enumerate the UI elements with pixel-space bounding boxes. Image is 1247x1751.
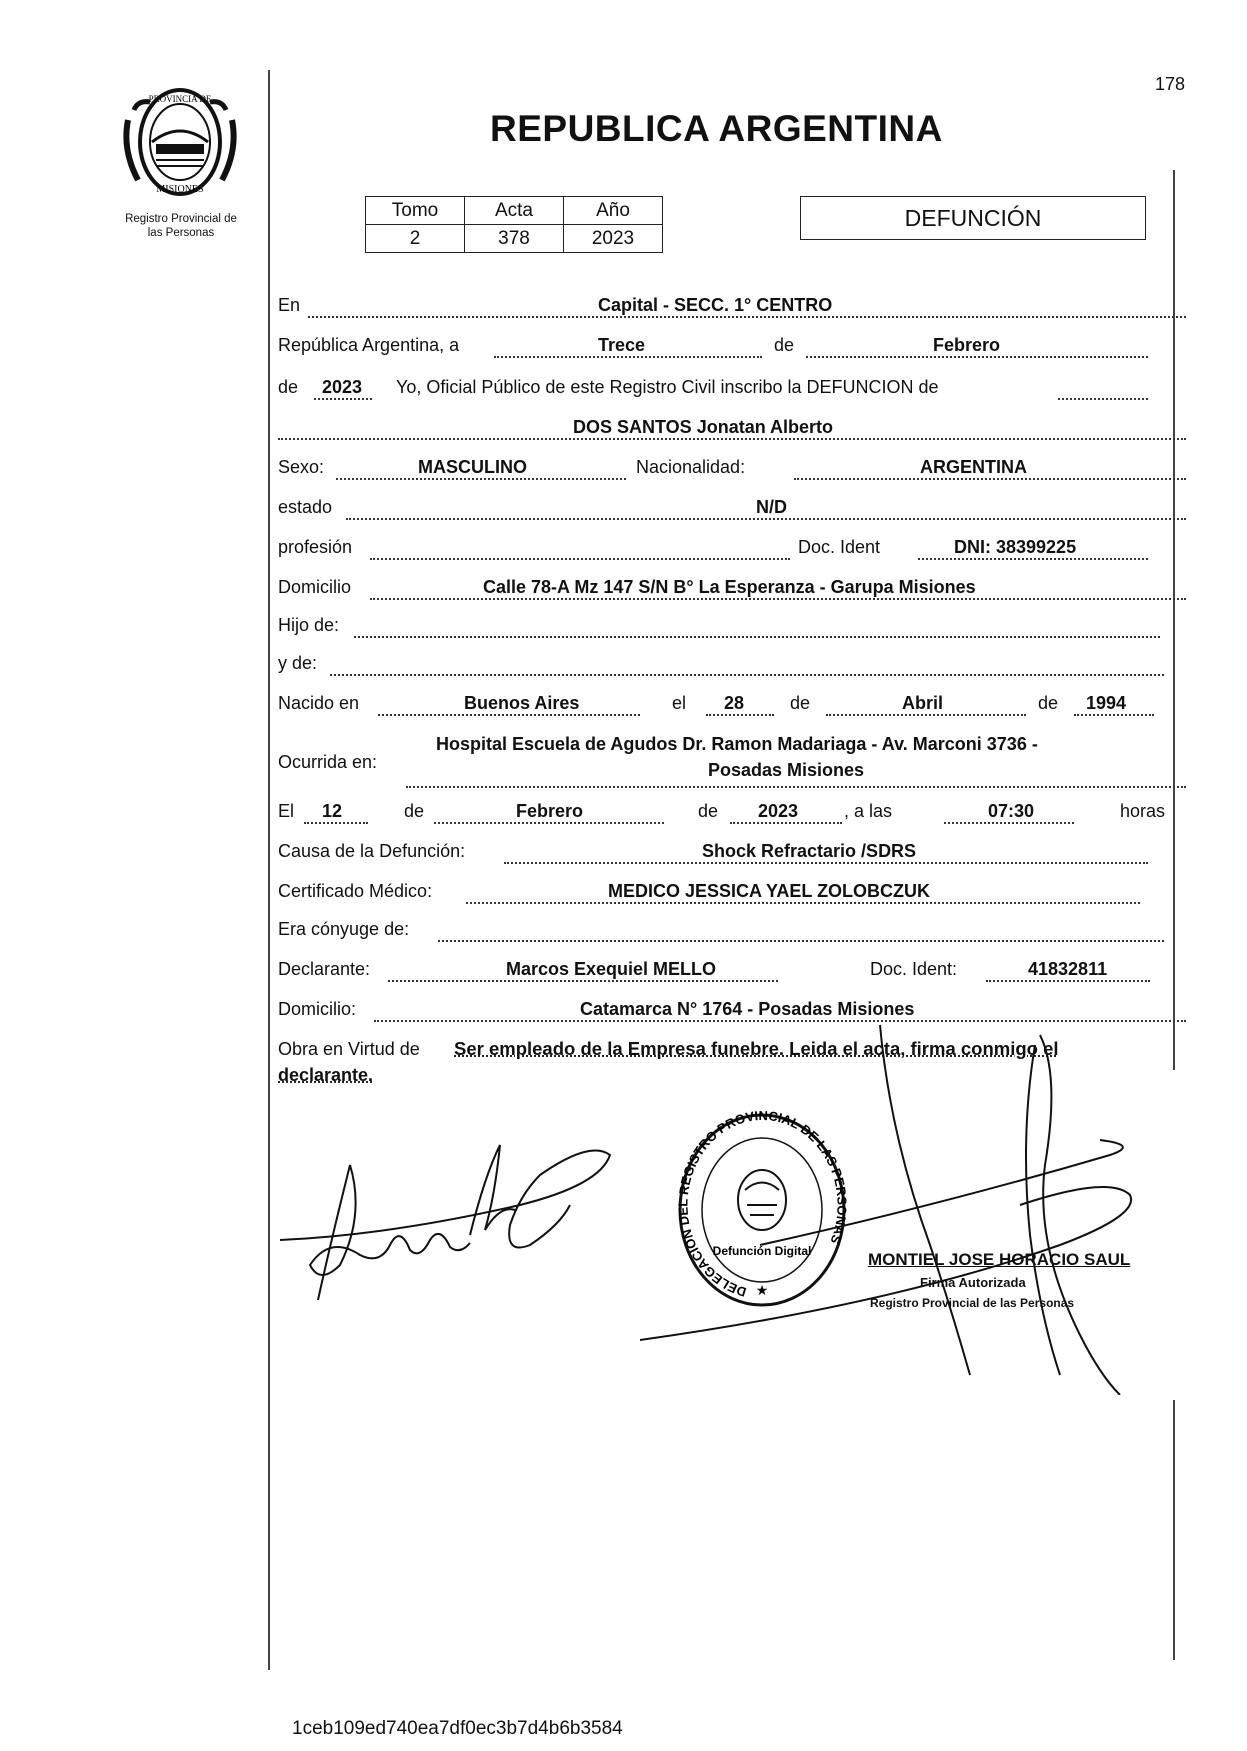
dotted-line [370, 598, 1186, 600]
yde-label: y de: [278, 653, 318, 673]
row-sexo [278, 452, 1186, 482]
mes-texto: Febrero [933, 335, 1001, 355]
row-certificado [278, 876, 1186, 906]
profesion-label: profesión [278, 537, 353, 557]
obra-label: Obra en Virtud de [278, 1039, 420, 1059]
right-margin-rule-lower [1173, 1400, 1175, 1660]
logo-caption-line1: Registro Provincial de [125, 213, 237, 225]
en-label: En [278, 295, 301, 315]
logo-caption [96, 212, 266, 240]
page-title: REPUBLICA ARGENTINA [490, 108, 943, 149]
anio-value: 2023 [564, 225, 663, 253]
row-domicilio [278, 572, 1186, 602]
authority-line2: Firma Autorizada [920, 1275, 1026, 1290]
tomo-value: 2 [366, 225, 465, 253]
authority-line3: Registro Provincial de las Personas [870, 1296, 1075, 1310]
dotted-line [1058, 398, 1148, 400]
dotted-line [378, 714, 640, 716]
dotted-line [806, 356, 1148, 358]
authority-name: MONTIEL JOSE HORACIO SAUL [868, 1250, 1131, 1269]
anio-label: Año [564, 197, 663, 225]
de-label-1: de [774, 335, 795, 355]
dotted-line [330, 674, 1164, 676]
domicilio-value: Calle 78-A Mz 147 S/N B° La Esperanza - Garupa Misiones [483, 577, 976, 597]
dotted-line [1074, 714, 1154, 716]
dotted-line [304, 822, 368, 824]
decl-doc-label: Doc. Ident: [870, 959, 958, 979]
dotted-line [986, 980, 1150, 982]
dotted-line [388, 980, 778, 982]
dotted-line [336, 478, 626, 480]
tomo-label: Tomo [366, 197, 465, 225]
dotted-line [278, 438, 1186, 440]
official-stamp [675, 1105, 850, 1315]
row-conyuge [278, 914, 1186, 944]
stamp-star-icon: ★ [755, 1283, 769, 1299]
registry-table [365, 196, 663, 253]
domicilio2-label: Domicilio: [278, 999, 357, 1019]
left-margin-rule [268, 70, 270, 1670]
document-hash: 1ceb109ed740ea7df0ec3b7d4b6b3584 [292, 1718, 623, 1739]
republica-label: República Argentina, a [278, 335, 460, 355]
page-number: 178 [1155, 74, 1186, 94]
causa-value: Shock Refractario /SDRS [702, 841, 917, 861]
nacionalidad-label: Nacionalidad: [636, 457, 746, 477]
row-en [278, 290, 1186, 320]
obra-text: Ser empleado de la Empresa funebre. Leida el acta, firma conmigo el [454, 1038, 1059, 1059]
declarant-signature [270, 1135, 630, 1305]
de-label-5: de [404, 801, 425, 821]
nacionalidad-value: ARGENTINA [920, 457, 1027, 477]
dotted-line [494, 356, 762, 358]
anio-inscripcion: 2023 [322, 377, 363, 397]
nacido-lugar: Buenos Aires [464, 693, 580, 713]
row-estado [278, 492, 1186, 522]
logo-text-top: PROVINCIA DE [148, 94, 212, 104]
dotted-line [826, 714, 1026, 716]
def-anio: 2023 [758, 801, 799, 821]
hijo-label: Hijo de: [278, 615, 340, 635]
dotted-line [406, 786, 1186, 788]
def-hora: 07:30 [988, 801, 1035, 821]
de-label-2: de [278, 377, 299, 397]
dotted-line [944, 822, 1074, 824]
dotted-line [354, 636, 1160, 638]
dotted-line [730, 822, 842, 824]
estado-label: estado [278, 497, 333, 517]
nac-anio: 1994 [1086, 693, 1127, 713]
dotted-line [434, 822, 664, 824]
stamp-ring-text: DELEGACION DEL REGISTRO PROVINCIAL DE LAS PERSONAS [675, 1107, 850, 1300]
dotted-line [346, 518, 1186, 520]
certificado-label: Certificado Médico: [278, 881, 433, 901]
horas-label: horas [1120, 801, 1166, 821]
row-ocurrida [278, 732, 1186, 792]
de-label-6: de [698, 801, 719, 821]
dotted-line [504, 862, 1148, 864]
acta-value: 378 [465, 225, 564, 253]
row-hijo [278, 610, 1186, 640]
de-label-3: de [790, 693, 811, 713]
decl-doc-value: 41832811 [1028, 959, 1108, 979]
certificado-value: MEDICO JESSICA YAEL ZOLOBCZUK [608, 881, 931, 901]
conyuge-label: Era cónyuge de: [278, 919, 410, 939]
logo-text-bottom: MISIONES [156, 184, 204, 195]
logo-caption-line2: las Personas [147, 227, 215, 239]
row-anio-yo [278, 372, 1186, 402]
coat-of-arms-logo [120, 80, 240, 210]
dotted-line [308, 316, 1186, 318]
nac-dia: 28 [724, 693, 745, 713]
sexo-label: Sexo: [278, 457, 325, 477]
ocurrida-line2: Posadas Misiones [708, 760, 865, 780]
row-causa [278, 836, 1186, 866]
alas-label: , a las [844, 801, 893, 821]
ocurrida-line1: Hospital Escuela de Agudos Dr. Ramon Madariaga - Av. Marconi 3736 - [436, 734, 1038, 754]
yo-text: Yo, Oficial Público de este Registro Civil inscribo la DEFUNCION de [396, 377, 939, 397]
stamp-inner-text: Defunción Digital [712, 1244, 812, 1258]
document-type-box: DEFUNCIÓN [800, 196, 1146, 240]
row-yde [278, 648, 1186, 678]
row-republica [278, 330, 1186, 360]
ocurrida-label: Ocurrida en: [278, 752, 378, 772]
declarante-label: Declarante: [278, 959, 371, 979]
declarante-value: Marcos Exequiel MELLO [506, 959, 717, 979]
el-label: el [672, 693, 687, 713]
nombre-fallecido: DOS SANTOS Jonatan Alberto [573, 417, 834, 437]
en-value: Capital - SECC. 1° CENTRO [598, 295, 833, 315]
nac-mes: Abril [902, 693, 944, 713]
doc-ident-value: DNI: 38399225 [954, 537, 1077, 557]
row-nacido [278, 688, 1186, 718]
def-dia: 12 [322, 801, 343, 821]
dotted-line [466, 902, 1140, 904]
obra-text-2: declarante. [278, 1065, 374, 1085]
domicilio2-value: Catamarca N° 1764 - Posadas Misiones [580, 999, 915, 1019]
sexo-value: MASCULINO [418, 457, 527, 477]
row-profesion [278, 532, 1186, 562]
dotted-line [314, 398, 372, 400]
estado-value: N/D [756, 497, 787, 517]
dotted-line [706, 714, 774, 716]
row-nombre [278, 412, 1186, 442]
domicilio-label: Domicilio [278, 577, 352, 597]
causa-label: Causa de la Defunción: [278, 841, 466, 861]
dotted-line [918, 558, 1148, 560]
dotted-line [370, 558, 790, 560]
row-fecha-defuncion [278, 796, 1186, 826]
de-label-4: de [1038, 693, 1059, 713]
dotted-line [794, 478, 1186, 480]
dotted-line [438, 940, 1164, 942]
dia-texto: Trece [598, 335, 646, 355]
row-declarante [278, 954, 1186, 984]
doc-ident-label: Doc. Ident [798, 537, 881, 557]
def-mes: Febrero [516, 801, 584, 821]
acta-label: Acta [465, 197, 564, 225]
nacido-label: Nacido en [278, 693, 360, 713]
el2-label: El [278, 801, 295, 821]
